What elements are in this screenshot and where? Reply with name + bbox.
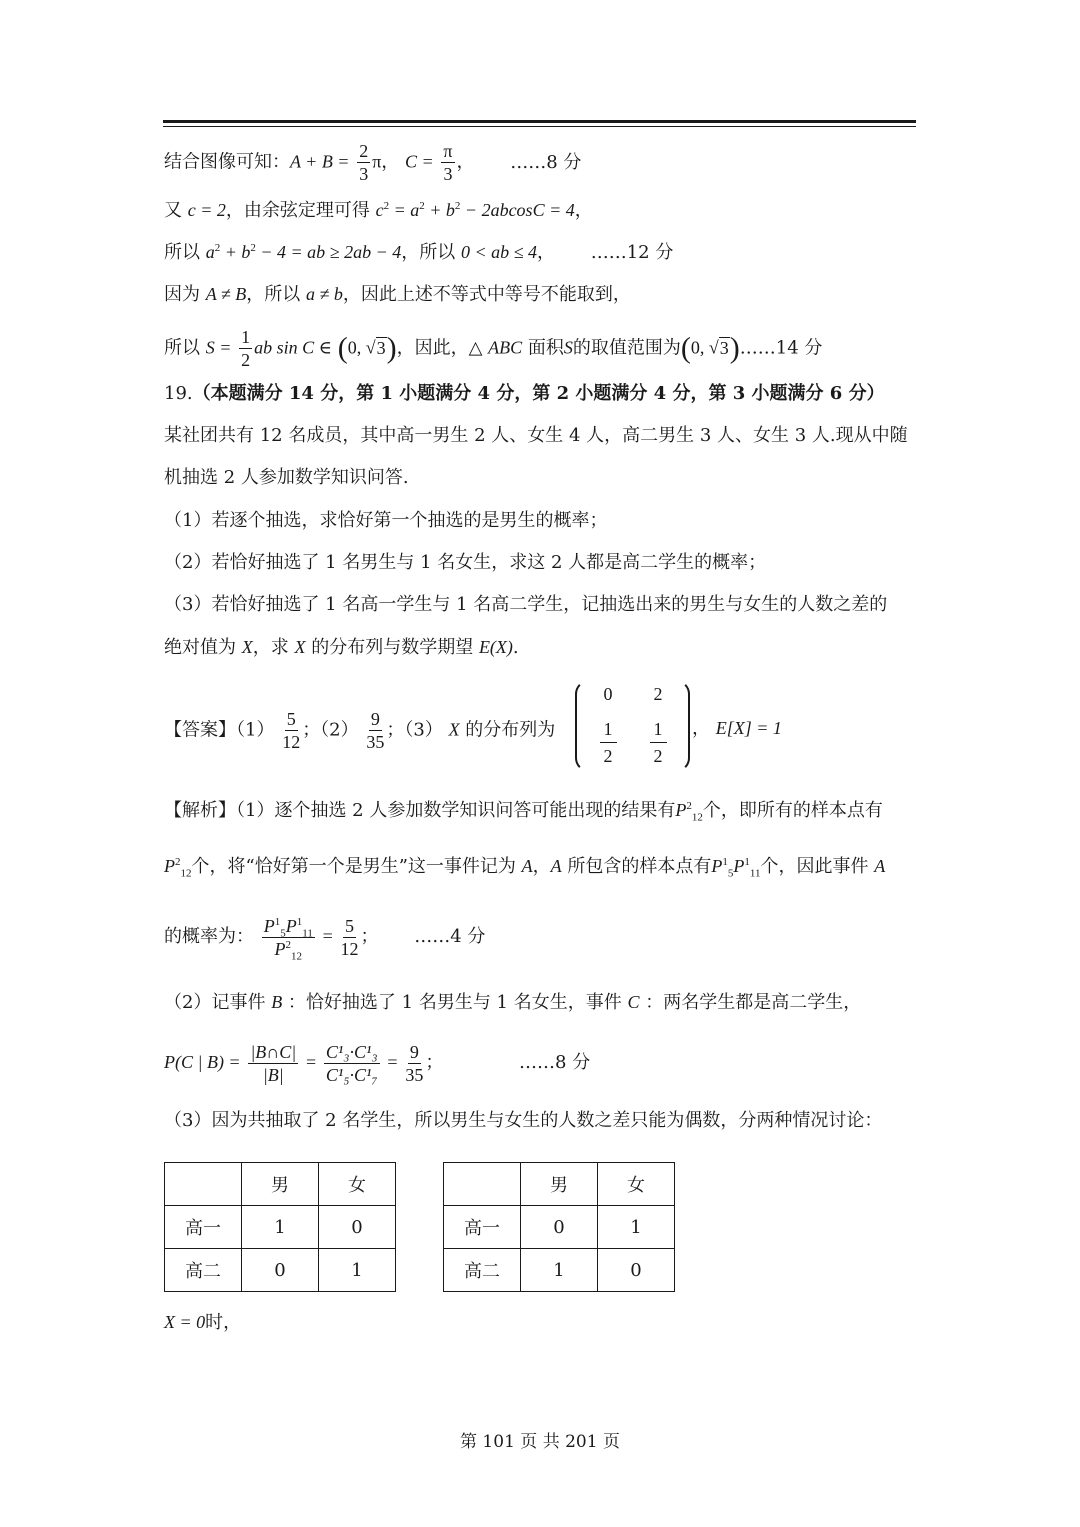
table-cell: 1: [598, 1206, 675, 1249]
fraction: [357, 140, 370, 185]
case-table-2: [443, 1162, 675, 1292]
denominator: 3: [359, 164, 369, 184]
table-header-cell: 女: [598, 1163, 675, 1206]
numerator: 1: [600, 716, 617, 743]
text: 个，因此事件: [760, 856, 869, 877]
sqrt-radicand: 3: [719, 337, 729, 358]
solution-x0-case: [164, 1308, 241, 1337]
math: S: [563, 337, 573, 358]
math: 0, √: [347, 337, 376, 358]
table-row: [444, 1249, 675, 1292]
math: P: [675, 800, 687, 820]
subscript: 11: [749, 867, 761, 880]
text: 所以: [164, 242, 200, 263]
table-header-row: [165, 1163, 396, 1206]
text: 时，: [205, 1312, 242, 1333]
text: ：两名学生都是高二学生，: [645, 992, 862, 1013]
text: （1）: [236, 719, 275, 741]
math: A: [874, 856, 886, 876]
superscript: 2: [285, 938, 292, 951]
math: X: [448, 719, 460, 740]
solution-line-1: [164, 796, 883, 825]
answer-line: [164, 708, 555, 753]
table-cell: 1: [242, 1206, 319, 1249]
question-19-sub-3a: （3）若恰好抽选了 1 名高一学生与 1 名高二学生，记抽选出来的男生与女生的人数之差的: [164, 594, 888, 615]
denominator: C¹₅·C¹₇: [325, 1064, 378, 1085]
superscript: 1: [274, 915, 281, 928]
denominator: 12: [340, 938, 359, 959]
line-inequality: [164, 238, 673, 267]
text: 的概率为：: [164, 926, 254, 947]
score-marker: ……14 分: [739, 337, 823, 359]
math: P: [285, 915, 297, 936]
table-cell: 高二: [165, 1249, 242, 1292]
subscript: 5: [727, 867, 734, 880]
math: C =: [405, 151, 434, 172]
numerator: 1: [241, 327, 251, 347]
question-19-sub-2: （2）若恰好抽选了 1 名男生与 1 名女生，求这 2 人都是高二学生的概率；: [164, 552, 767, 573]
answer-expectation: [692, 714, 782, 743]
text: ，求: [252, 637, 289, 658]
question-19-sub-3b: [164, 633, 519, 662]
solution-line-4: [164, 988, 861, 1017]
math: 0, √: [690, 337, 719, 358]
table-row: [444, 1206, 675, 1249]
math: =: [305, 1052, 317, 1072]
text: 所包含的样本点有: [567, 856, 712, 877]
denominator: 35: [405, 1064, 424, 1085]
distribution-matrix: [575, 680, 690, 770]
score-marker: ……8 分: [510, 151, 582, 173]
numerator: [262, 915, 315, 938]
table-cell: 1: [319, 1249, 396, 1292]
superscript: 2: [686, 800, 692, 812]
math: P: [164, 856, 175, 876]
superscript: 2: [250, 242, 256, 254]
subscript: 12: [691, 811, 703, 824]
superscript: 2: [454, 200, 461, 212]
denominator: 2: [603, 746, 613, 766]
table-header-cell: 男: [242, 1163, 319, 1206]
math: A: [521, 856, 533, 876]
fraction: [441, 140, 454, 185]
math: A ≠ B: [205, 284, 247, 304]
denominator: [274, 938, 303, 963]
solution-line-6: （3）因为共抽取了 2 名学生，所以男生与女生的人数之差只能为偶数，分两种情况讨论：: [164, 1110, 883, 1131]
text: ，: [532, 856, 551, 877]
numerator: 2: [359, 141, 369, 161]
paren-left: [575, 680, 591, 772]
superscript: 2: [383, 200, 390, 212]
superscript: 2: [214, 242, 221, 254]
line-conclusion-angles: [164, 140, 581, 185]
fraction: [340, 915, 358, 960]
math: B: [271, 992, 283, 1012]
table-cell: 0: [598, 1249, 675, 1292]
fraction: [324, 1041, 380, 1086]
score-marker: ……4 分: [414, 926, 486, 947]
math: = a: [389, 200, 420, 220]
math: P: [263, 915, 275, 936]
math: =: [387, 1052, 398, 1072]
math: A: [550, 856, 562, 876]
paren-right: ): [386, 331, 397, 365]
denominator: 12: [282, 732, 301, 752]
denominator: |B|: [262, 1064, 284, 1085]
text: ，所以: [246, 284, 301, 305]
solution-line-3: [164, 914, 486, 963]
table-cell: 1: [521, 1249, 598, 1292]
superscript: 1: [296, 915, 303, 928]
subscript: 11: [302, 927, 313, 940]
text: .: [512, 637, 519, 658]
sqrt-radicand: 3: [376, 337, 386, 358]
question-19-para-2: 机抽选 2 人参加数学知识问答.: [164, 467, 409, 488]
math: E[X] = 1: [715, 718, 782, 738]
math: π，: [372, 151, 400, 172]
score-marker: ……12 分: [590, 242, 674, 263]
solution-line-5: [164, 1040, 590, 1086]
matrix-value-0: 0: [603, 684, 613, 704]
math: + b: [220, 242, 251, 262]
text: ，因此，△: [396, 337, 483, 359]
math: P(C | B) =: [164, 1052, 241, 1072]
paren-left: (: [337, 331, 348, 365]
superscript: 1: [744, 856, 750, 868]
math: E(X): [478, 637, 513, 657]
text: 结合图像可知：: [164, 151, 290, 173]
text: ，因此上述不等式中等号不能取到，: [342, 284, 631, 305]
denominator: 2: [241, 350, 251, 370]
numerator: 9: [409, 1041, 419, 1062]
numerator: 5: [344, 915, 354, 936]
math: a ≠ b: [306, 284, 343, 304]
table-header-cell: 女: [319, 1163, 396, 1206]
text: 所以: [164, 337, 200, 359]
math: S =: [205, 337, 232, 358]
table-cell: 0: [319, 1206, 396, 1249]
table-cell: 高一: [165, 1206, 242, 1249]
math: A + B =: [290, 151, 350, 172]
text: 的分布列为: [465, 719, 556, 741]
numerator: C¹₃·C¹₃: [325, 1041, 378, 1062]
fraction: [239, 326, 252, 371]
table-header-cell: [165, 1163, 242, 1206]
question-number: 19.: [164, 383, 193, 404]
math: P: [274, 938, 286, 959]
fraction: [248, 1041, 298, 1086]
question-19-sub-1: （1）若逐个抽选，求恰好第一个抽选的是男生的概率；: [164, 510, 608, 531]
matrix-value-2: 2: [653, 684, 663, 704]
math: C: [627, 992, 640, 1012]
question-19-para-1: 某社团共有 12 名成员，其中高一男生 2 人、女生 4 人，高二男生 3 人、女生 3 人.现从中随: [164, 425, 908, 446]
text: ，由余弦定理可得: [225, 200, 370, 221]
line-equality-not-reached: [164, 280, 631, 309]
solution-label: 【解析】: [164, 800, 236, 821]
math: a: [205, 242, 215, 262]
question-points: （本题满分 14 分，第 1 小题满分 4 分，第 2 小题满分 4 分，第 3 小题满分 6 分）: [192, 383, 885, 404]
solution-line-2: [164, 852, 885, 881]
text: ，: [456, 151, 475, 173]
paren-right: [674, 680, 690, 772]
math: c: [375, 200, 384, 220]
math: ABC: [488, 337, 523, 358]
page-footer: 第 101 页 共 201 页: [460, 1432, 620, 1452]
math: X: [241, 637, 253, 657]
math: + b: [424, 200, 455, 220]
math: =: [322, 926, 333, 946]
math: ab sin C ∈: [254, 337, 332, 358]
text: ；（3）: [386, 719, 443, 741]
fraction: [366, 708, 384, 753]
table-cell: 0: [242, 1249, 319, 1292]
numerator: 1: [650, 716, 667, 743]
paren-right: ): [729, 331, 740, 365]
numerator: 9: [370, 709, 380, 729]
subscript: 5: [280, 927, 286, 940]
math: c = 2: [187, 200, 226, 220]
paren-left: (: [680, 331, 691, 365]
case-table-1: [164, 1162, 396, 1292]
table-row: [165, 1249, 396, 1292]
table-row: [165, 1206, 396, 1249]
denominator: 35: [366, 732, 385, 752]
table-header-cell: 男: [521, 1163, 598, 1206]
subscript: 12: [291, 950, 303, 963]
text: ；（2）: [302, 719, 359, 741]
header-rule-thick: [163, 120, 916, 123]
table-cell: 高一: [444, 1206, 521, 1249]
math: P: [733, 856, 745, 876]
text: 的取值范围为: [572, 337, 681, 359]
text: ；: [360, 926, 379, 947]
text: 因为: [164, 284, 200, 305]
text: 个，将“恰好第一个是男生”这一事件记为: [191, 856, 516, 877]
text: ，: [536, 242, 555, 263]
denominator: 3: [443, 164, 453, 184]
text: （2）记事件: [164, 992, 266, 1013]
superscript: 1: [722, 856, 728, 868]
superscript: 2: [419, 200, 425, 212]
text: ，: [574, 200, 593, 221]
math: − 4 = ab ≥ 2ab − 4: [255, 242, 402, 262]
text: （1）逐个抽选 2 人参加数学知识问答可能出现的结果有: [236, 800, 676, 821]
fraction: [262, 915, 315, 963]
header-rule-thin: [163, 126, 916, 127]
numerator: π: [443, 141, 453, 161]
line-area-range: [164, 326, 822, 371]
matrix-prob-0: [593, 716, 623, 769]
math: − 2abcosC = 4: [460, 200, 575, 220]
math: 0 < ab ≤ 4: [460, 242, 537, 262]
answer-label: 【答案】: [164, 719, 236, 741]
table-header-cell: [444, 1163, 521, 1206]
table-cell: 0: [521, 1206, 598, 1249]
math: X: [294, 637, 306, 657]
math: X = 0: [164, 1312, 206, 1332]
numerator: 5: [286, 709, 296, 729]
subscript: 12: [180, 867, 192, 880]
table-cell: 高二: [444, 1249, 521, 1292]
line-cosine-law: [164, 196, 593, 225]
text: ，所以: [401, 242, 456, 263]
denominator: 2: [653, 746, 663, 766]
numerator: |B∩C|: [250, 1041, 297, 1062]
question-19-header: [164, 380, 885, 408]
text: ，: [692, 718, 710, 739]
text: ；: [425, 1052, 444, 1073]
table-header-row: [444, 1163, 675, 1206]
text: 绝对值为: [164, 637, 236, 658]
score-marker: ……8 分: [519, 1052, 591, 1073]
math: P: [711, 856, 723, 876]
text: ：恰好抽选了 1 名男生与 1 名女生，事件: [287, 992, 622, 1013]
matrix-prob-2: [643, 716, 673, 769]
fraction: [405, 1041, 423, 1086]
text: 面积: [527, 337, 564, 359]
superscript: 2: [175, 856, 181, 868]
text: 的分布列与数学期望: [311, 637, 474, 658]
text: 个，即所有的样本点有: [702, 800, 883, 821]
fraction: [282, 708, 300, 753]
text: 又: [164, 200, 182, 221]
